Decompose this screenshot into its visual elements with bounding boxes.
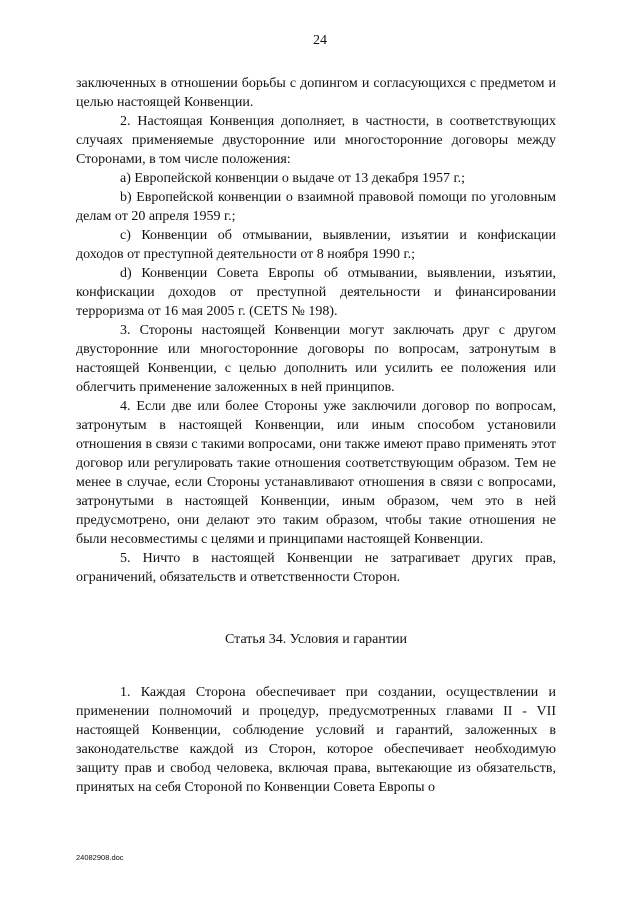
paragraph-5: 5. Ничто в настоящей Конвенции не затрагивает других прав, ограничений, обязательств и ответственности Сторон. <box>76 551 556 585</box>
page-number: 24 <box>313 33 327 48</box>
document-body <box>76 74 556 797</box>
paragraph-continuation: заключенных в отношении борьбы с допингом и согласующихся с предметом и целью настоящей Конвенции. <box>76 76 556 110</box>
article-heading: Статья 34. Условия и гарантии <box>225 632 407 647</box>
article-34-paragraph-1: 1. Каждая Сторона обеспечивает при создании, осуществлении и применении полномочий и процедур, предусмотренных главами II - VII настоящей Конвенции, соблюдение условий и гарантий, заложенных в законодательстве каждой из Сторон, которое обеспечивает необходимую защиту прав и свобод человека, включая права, вытекающие из обязательств, принятых на себя Стороной по Конвенции Совета Европы о <box>76 685 556 795</box>
list-item-a: а) Европейской конвенции о выдаче от 13 декабря 1957 г.; <box>120 171 466 186</box>
list-item-b: b) Европейской конвенции о взаимной правовой помощи по уголовным делам от 20 апреля 1959 г.; <box>76 190 556 224</box>
list-item-c: с) Конвенции об отмывании, выявлении, изъятии и конфискации доходов от преступной деятельности от 8 ноября 1990 г.; <box>76 228 556 262</box>
paragraph-4: 4. Если две или более Стороны уже заключили договор по вопросам, затронутым в настоящей Конвенции, или иным способом установили отношения в связи с такими вопросами, они также имеют право применять этот договор или регулировать такие отношения соответствующим образом. Тем не менее в случае, если Стороны устанавливают отношения в связи с вопросами, затронутыми в настоящей Конвенции, иным образом, чем это в ней предусмотрено, они делают это таким образом, чтобы такие отношения не были несовместимы с целями и принципами настоящей Конвенции. <box>76 399 556 547</box>
footer-filename: 24082908.doc <box>76 853 124 862</box>
paragraph-2: 2. Настоящая Конвенция дополняет, в частности, в соответствующих случаях применяемые двусторонние или многосторонние договоры между Сторонами, в том числе положения: <box>76 114 556 167</box>
list-item-d: d) Конвенции Совета Европы об отмывании, выявлении, изъятии, конфискации доходов от преступной деятельности и финансировании терроризма от 16 мая 2005 г. (CETS № 198). <box>76 266 556 319</box>
paragraph-3: 3. Стороны настоящей Конвенции могут заключать друг с другом двусторонние или многосторонние договоры по вопросам, затронутым в настоящей Конвенции, с целью дополнить или усилить ее положения или облегчить применение заложенных в ней принципов. <box>76 323 556 395</box>
